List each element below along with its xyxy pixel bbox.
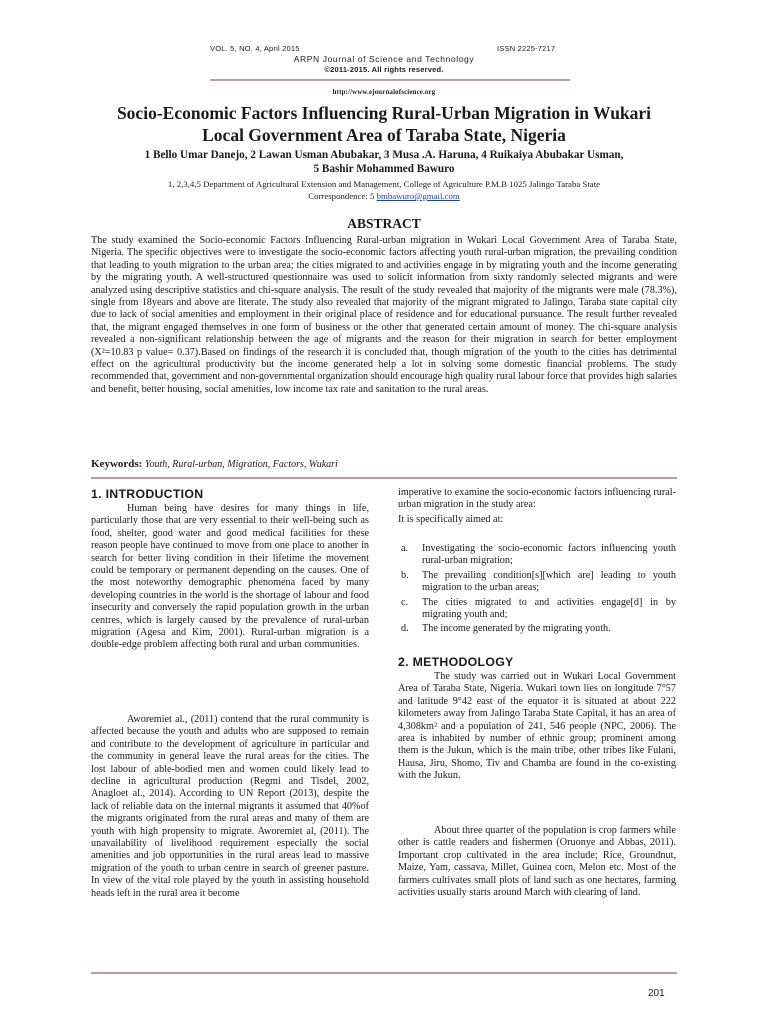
intro-paragraph-3: imperative to examine the socio-economic factors influencing rural-urban migration in the study area:	[398, 487, 676, 511]
header-rule	[210, 79, 570, 81]
keywords-list: Youth, Rural-urban, Migration, Factors, Wukari	[144, 459, 338, 470]
objective-item	[398, 543, 676, 568]
copyright: ©2011-2015. All rights reserved.	[324, 65, 444, 74]
paper-title-line-2: Local Government Area of Taraba State, Nigeria	[202, 125, 566, 145]
correspondence-email-link[interactable]: bmbawuro@gmail.com	[376, 191, 460, 201]
objective-text: The prevailing condition[s][which are] leading to youth migration to the urban areas;	[422, 569, 676, 594]
objective-text: The income generated by the migrating youth.	[422, 623, 611, 635]
keywords-label: Keywords:	[91, 458, 143, 470]
methodology-paragraph-1: The study was carried out in Wukari Local Government Area of Taraba State, Nigeria. Wukari town lies on longitude 7°57 and latitude 9°42 east of the equator it is situated at about 222 kilometers away from Jalingo Taraba State Capital, it has an area of 4,308km² and a population of 241, 546 people (NPC, 2006). The area is inhabited by number of ethnic group; prominent among them is the Jukun, which is the main tribe, other tribes like Fulani, Hausa, Jiru, Shomo, Tiv and Chamba are found in the co-existing with the Jukun.	[398, 671, 676, 782]
correspondence-label: Correspondence: 5	[308, 191, 375, 201]
intro-paragraph-2: Aworemiet al., (2011) contend that the rural community is affected because the youth and adults who are supposed to remain and contribute to the development of agriculture in particular and the community in general leave the rural areas for the cities. The lost labour of able-bodied men and women could likely lead to decline in agricultural production (Regmi and Tisdel, 2002, Anagloet al., 2014). According to UN Report (2013), despite the lack of reliable data on the internal migrants it assumed that 40%of the migrants originated from the rural areas and many of them are youth with high propensity to migrate. Aworemiet al, (2011). The unavailability of livelihood requirement especially the social amenities and job opportunities in the rural areas lead to massive migration of the youth to urban centre in search of greener pasture. In view of the vital role played by the youth in assisting household heads left in the rural area it become	[91, 714, 369, 899]
objective-letter: c.	[401, 596, 409, 608]
objective-letter: a.	[401, 543, 409, 554]
objective-item	[398, 623, 676, 635]
abstract-rule	[91, 477, 677, 479]
footer-rule	[91, 972, 677, 974]
affiliation: 1, 2,3,4,5 Department of Agricultural Extension and Management, College of Agriculture P.M.B 1025 Jalingo Taraba State	[167, 179, 601, 189]
page-number: 201	[648, 988, 665, 999]
objective-text: The cities migrated to and activities engage[d] in by migrating youth and;	[422, 596, 676, 621]
objective-letter: d.	[401, 623, 409, 635]
abstract-body: The study examined the Socio-economic Factors Influencing Rural-urban migration in Wukari Local Government Area of Taraba State, Nigeria. The specific objectives were to investigate the socio-economic factors affecting youth rural-urban migration, the prevailing condition that leading to youth migration to the urban area; the cities migrated to and activities engage in by migrating youth and the income generating by the migrating youth. A well-structured questionnaire was used to solicit information from sixty randomly selected migrants and were analyzed using descriptive statistics and chi-square analysis. The result of the study revealed that majority of the migrants were male (78.3%), single from 18years and above are literate. The study also revealed that majority of the migrant migrated to Jalingo, Taraba state capital city due to lack of social amenities and employment in their original place of residence and for educational pursuance. The result further revealed that, the migrant engaged themselves in one form of business or the other that generated certain amount of money. The chi-square analysis revealed a non-significant relationship between the age of migrants and the reason for their migration in search for better employment (X²=10.83 p value= 0.37).Based on findings of the research it is concluded that, though migration of the youth to the cities has detrimental effect on the agricultural productivity but the income generated help a lot in solving some domestic financial problems. The study recommended that, government and non-governmental organization should encourage high quality rural labour force that provides high salaries and benefit, better housing, social amenities, low income tax rate and sanitation to the rural areas.	[91, 235, 677, 395]
issn: ISSN 2225-7217	[497, 44, 556, 53]
objectives-list	[398, 543, 676, 638]
keywords	[91, 458, 677, 470]
intro-heading: 1. INTRODUCTION	[91, 487, 204, 501]
objective-letter: b.	[401, 569, 409, 581]
methodology-heading: 2. METHODOLOGY	[398, 655, 514, 669]
methodology-paragraph-2: About three quarter of the population is crop farmers while other is cattle readers and fishermen (Oruonye and Abbas, 2011). Important crop cultivated in the area include; Rice, Groundnut, Maize, Yam, cassava, Millet, Guinea corn, Melon etc. Most of the farmers cultivates small plots of land such as one hectares, farming activities usually starts around March with clearing of land.	[398, 825, 676, 899]
objective-text: Investigating the socio-economic factors influencing youth rural-urban migration;	[422, 543, 676, 567]
abstract-heading: ABSTRACT	[347, 216, 421, 231]
authors-line-1: 1 Bello Umar Danejo, 2 Lawan Usman Abubakar, 3 Musa .A. Haruna, 4 Ruikaiya Abubakar Usman,	[144, 149, 624, 161]
objective-item	[398, 570, 676, 595]
volume-info: VOL. 5, NO. 4, April 2015	[210, 44, 300, 53]
objective-item	[398, 597, 676, 622]
journal-name: ARPN Journal of Science and Technology	[293, 54, 475, 64]
correspondence	[70, 191, 698, 201]
intro-paragraph-4: It is specifically aimed at:	[398, 514, 504, 525]
intro-paragraph-1: Human being have desires for many things in life, particularly those that are very essential to their well-being such as food, shelter, good water and good medical facilities for these reason people have continued to move from one place to another in search for better living condition in their lifetime the movement could be temporary or permanent depending on the causes. One of the most noteworthy demographic phenomena faced by many developing countries in the world is the shortage of labour and food insecurity and conversely the rapid population growth in the urban centres, which is largely caused by the prevalence of rural-urban migration (Agesa and Kim, 2001). Rural-urban migration is a double-edge problem affecting both rural and urban communities.	[91, 503, 369, 651]
journal-url[interactable]: http://www.ejournalofscience.org	[332, 89, 436, 96]
paper-title-line-1: Socio-Economic Factors Influencing Rural-Urban Migration in Wukari	[116, 103, 652, 123]
authors-line-2: 5 Bashir Mohammed Bawuro	[313, 163, 455, 175]
